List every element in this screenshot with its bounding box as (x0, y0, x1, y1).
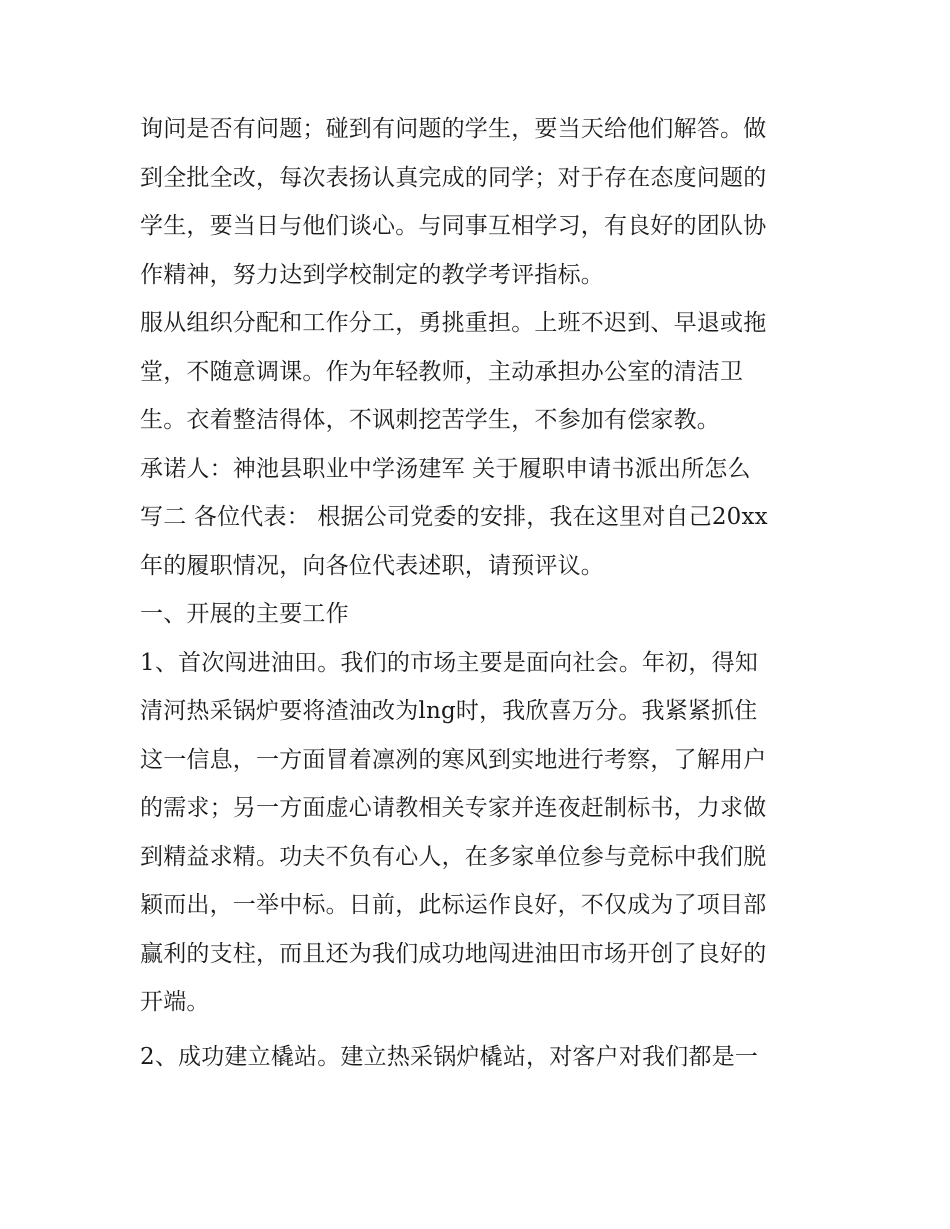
text-line: 1、首次闯进油田。我们的市场主要是面向社会。年初，得知 (140, 649, 759, 676)
text-line: 堂，不随意调课。作为年轻教师，主动承担办公室的清洁卫 (140, 358, 744, 385)
text-line: 询问是否有问题；碰到有问题的学生，要当天给他们解答。做 (140, 116, 767, 142)
document-body (140, 105, 820, 1081)
text-line: 到精益求精。功夫不负有心人，在多家单位参与竞标中我们脱 (140, 843, 767, 870)
text-line: 年的履职情况，向各位代表述职，请预评议。 (140, 552, 604, 579)
section-heading: 一、开展的主要工作 (140, 601, 349, 627)
text-line: 作精神，努力达到学校制定的教学考评指标。 (140, 261, 604, 288)
text-line: 服从组织分配和工作分工，勇挑重担。上班不迟到、早退或拖 (140, 310, 767, 336)
text-line: 承诺人：神池县职业中学汤建军 关于履职申请书派出所怎么 (140, 455, 751, 482)
text-line: 开端。 (140, 989, 210, 1015)
text-line: 2、成功建立橇站。建立热采锅炉橇站，对客户对我们都是一 (140, 1043, 759, 1070)
text-line: 颖而出，一举中标。日前，此标运作良好，不仅成为了项目部 (140, 892, 767, 918)
text-line: 清河热采锅炉要将渣油改为lng时，我欣喜万分。我紧紧抓住 (140, 698, 758, 724)
text-line: 写二 各位代表： 根据公司党委的安排，我在这里对自己20xx (140, 504, 768, 530)
text-line: 学生，要当日与他们谈心。与同事互相学习，有良好的团队协 (140, 213, 767, 239)
text-line: 的需求；另一方面虚心请教相关专家并连夜赶制标书，力求做 (140, 795, 767, 821)
text-line: 生。衣着整洁得体，不讽刺挖苦学生，不参加有偿家教。 (140, 407, 720, 433)
text-line: 到全批全改，每次表扬认真完成的同学；对于存在态度问题的 (140, 164, 767, 191)
text-line: 赢利的支柱，而且还为我们成功地闯进油田市场开创了良好的 (140, 940, 767, 967)
text-line: 这一信息，一方面冒着凛冽的寒风到实地进行考察，了解用户 (140, 746, 767, 773)
